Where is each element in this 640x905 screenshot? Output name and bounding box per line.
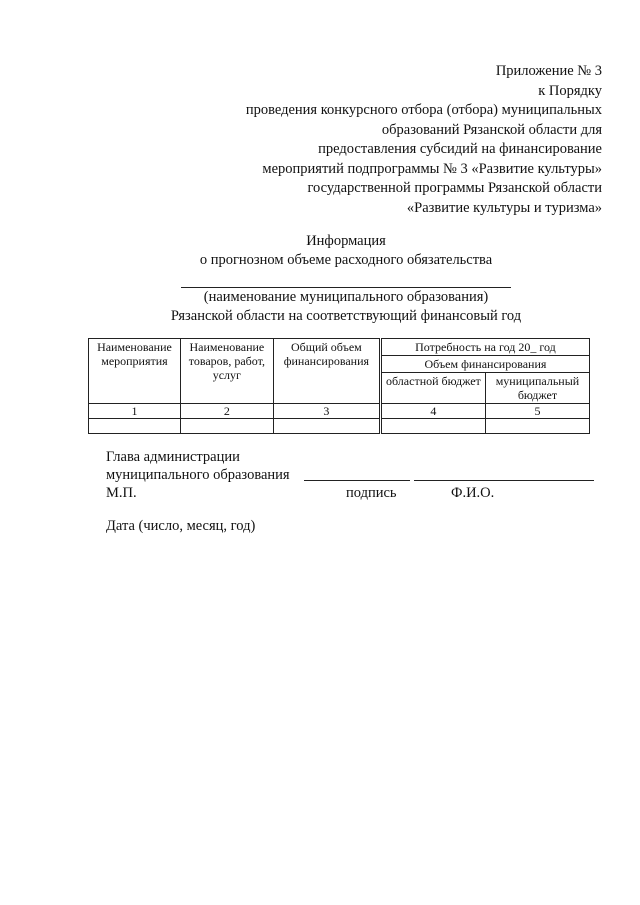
head-title-line1: Глава администрации	[106, 449, 240, 465]
col-header-total: Общий объем финансирования	[273, 339, 380, 404]
table-cell[interactable]	[89, 419, 181, 434]
name-label: Ф.И.О.	[451, 485, 495, 501]
col-header-goods: Наименование товаров, работ, услуг	[180, 339, 273, 404]
appendix-line: предоставления субсидий на финансирование	[318, 141, 602, 157]
municipality-hint: (наименование муниципального образования)	[203, 289, 489, 305]
funding-table	[88, 338, 590, 434]
column-number: 4	[380, 404, 485, 419]
date-label: Дата (число, месяц, год)	[106, 518, 256, 534]
column-number: 1	[89, 404, 181, 419]
appendix-line: Приложение № 3	[495, 63, 602, 79]
stamp-row	[106, 484, 495, 502]
col-header-activity: Наименование мероприятия	[89, 339, 181, 404]
signature-blank-line[interactable]	[304, 466, 410, 481]
column-number: 3	[273, 404, 380, 419]
stamp-label: М.П.	[106, 485, 137, 501]
appendix-line: к Порядку	[538, 82, 602, 99]
appendix-line: государственной программы Рязанской области	[307, 180, 602, 196]
municipality-blank-line	[181, 280, 511, 288]
appendix-line: мероприятий подпрограммы № 3 «Развитие культуры»	[262, 160, 602, 177]
column-number: 5	[485, 404, 589, 419]
name-blank-line[interactable]	[414, 466, 594, 481]
appendix-line: проведения конкурсного отбора (отбора) муниципальных	[245, 102, 602, 118]
appendix-line: «Развитие культуры и туризма»	[406, 199, 602, 216]
head-title-line2: муниципального образования	[106, 467, 290, 483]
col-header-need: Потребность на год 20_ год	[380, 339, 589, 356]
document-title-block	[96, 232, 596, 326]
table-cell[interactable]	[273, 419, 380, 434]
table-cell[interactable]	[485, 419, 589, 434]
col-header-regional-budget: областной бюджет	[380, 373, 485, 404]
signature-block	[106, 448, 495, 502]
col-header-municipal-budget: муниципальный бюджет	[485, 373, 589, 404]
table-cell[interactable]	[180, 419, 273, 434]
table-header-row	[89, 339, 590, 356]
col-header-volume: Объем финансирования	[380, 356, 589, 373]
sign-label: подпись	[346, 485, 397, 501]
table-number-row	[89, 404, 590, 419]
appendix-line: образований Рязанской области для	[381, 121, 602, 138]
table-row	[89, 419, 590, 434]
head-title-row	[106, 466, 290, 484]
appendix-header	[202, 62, 602, 218]
table-cell[interactable]	[380, 419, 485, 434]
column-number: 2	[180, 404, 273, 419]
region-line: Рязанской области на соответствующий финансовый год	[170, 308, 522, 324]
document-heading: Информация	[306, 233, 386, 249]
document-subheading: о прогнозном объеме расходного обязательства	[199, 252, 493, 268]
